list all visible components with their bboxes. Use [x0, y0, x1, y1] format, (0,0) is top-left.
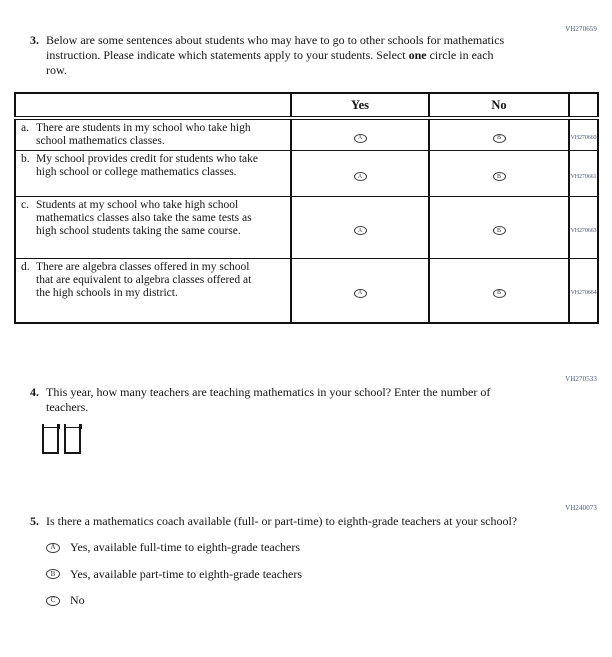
question-4: [30, 385, 522, 415]
bubble-letter: A: [357, 227, 363, 234]
table-header-row: [15, 93, 598, 118]
option-row: [46, 540, 517, 555]
question-3-prompt-lead: Below are some sentences about students who may have to go to other schools for mathematics instruction. Please indicate which statements apply to your students. Select: [46, 33, 505, 62]
option-bubble[interactable]: [46, 543, 60, 553]
row-code: VH270661: [570, 173, 597, 180]
option-bubble[interactable]: [46, 569, 60, 579]
bubble-letter: B: [496, 290, 501, 297]
option-label: Yes, available full-time to eighth-grade teachers: [70, 540, 301, 554]
statement-text: There are algebra classes offered in my school that are equivalent to algebra classes offered at the high schools in my district.: [36, 261, 252, 299]
question-5-prompt: Is there a mathematics coach available (full- or part-time) to eighth-grade teachers at your school?: [46, 514, 518, 528]
row-letter: c.: [21, 199, 29, 211]
yes-answer-bubble[interactable]: [354, 226, 367, 235]
bubble-letter: A: [357, 135, 363, 141]
no-answer-bubble[interactable]: [493, 289, 506, 298]
option-bubble[interactable]: [46, 596, 60, 606]
bubble-letter: B: [50, 569, 56, 578]
bubble-letter: B: [496, 227, 501, 234]
question-3: [30, 33, 522, 78]
question-3-prompt-bold: one: [408, 48, 427, 62]
statement-text: My school provides credit for students who take high school or college mathematics classes.: [36, 153, 258, 178]
table-row: [15, 151, 598, 197]
question-4-number: 4.: [30, 385, 39, 399]
no-answer-bubble[interactable]: [493, 134, 506, 143]
question-3-number: 3.: [30, 33, 39, 47]
statement-text: There are students in my school who take high school mathematics classes.: [36, 122, 251, 147]
table-row: [15, 118, 598, 151]
question-5-options: [46, 540, 517, 608]
column-header-yes: Yes: [291, 93, 429, 118]
bubble-letter: B: [496, 173, 501, 180]
no-answer-bubble[interactable]: [493, 172, 506, 181]
teacher-count-box-2[interactable]: [64, 427, 81, 454]
bubble-letter: C: [50, 596, 56, 604]
header-statement-cell: [15, 93, 291, 118]
bubble-letter: A: [357, 173, 363, 180]
bubble-letter: A: [50, 543, 56, 551]
yes-answer-bubble[interactable]: [354, 172, 367, 181]
option-row: [46, 567, 517, 582]
option-label: Yes, available part-time to eighth-grade teachers: [70, 566, 303, 581]
row-code: VH270663: [570, 227, 597, 234]
yes-answer-bubble[interactable]: [354, 289, 367, 298]
teacher-count-entry: [42, 427, 81, 454]
option-row: [46, 593, 517, 608]
yes-answer-bubble[interactable]: [354, 134, 367, 143]
row-letter: a.: [21, 122, 29, 134]
item-code-q3: VH270659: [565, 25, 597, 33]
statements-table: [14, 92, 599, 324]
item-code-q4: VH270533: [565, 375, 597, 383]
item-code-q5: VH240073: [565, 504, 597, 512]
table-row: [15, 259, 598, 323]
option-label: No: [70, 593, 85, 607]
row-letter: b.: [21, 153, 30, 165]
question-3-prompt-tail: circle in each row.: [46, 48, 494, 77]
row-letter: d.: [21, 261, 30, 273]
column-header-no: No: [429, 93, 569, 118]
table-row: [15, 197, 598, 259]
no-answer-bubble[interactable]: [493, 226, 506, 235]
question-3-prompt: [46, 33, 516, 78]
bubble-letter: A: [357, 290, 363, 297]
row-code: VH270660: [570, 135, 597, 141]
question-4-prompt: This year, how many teachers are teaching mathematics in your school? Enter the number of teachers.: [46, 385, 491, 414]
question-5-number: 5.: [30, 514, 39, 528]
row-code: VH270664: [570, 290, 597, 297]
statement-text: Students at my school who take high school mathematics classes also take the same tests as high school students taking the same course.: [36, 199, 252, 237]
header-code-cell: [569, 93, 598, 118]
teacher-count-box-1[interactable]: [42, 427, 59, 454]
question-5: [30, 514, 560, 620]
bubble-letter: B: [496, 135, 501, 141]
